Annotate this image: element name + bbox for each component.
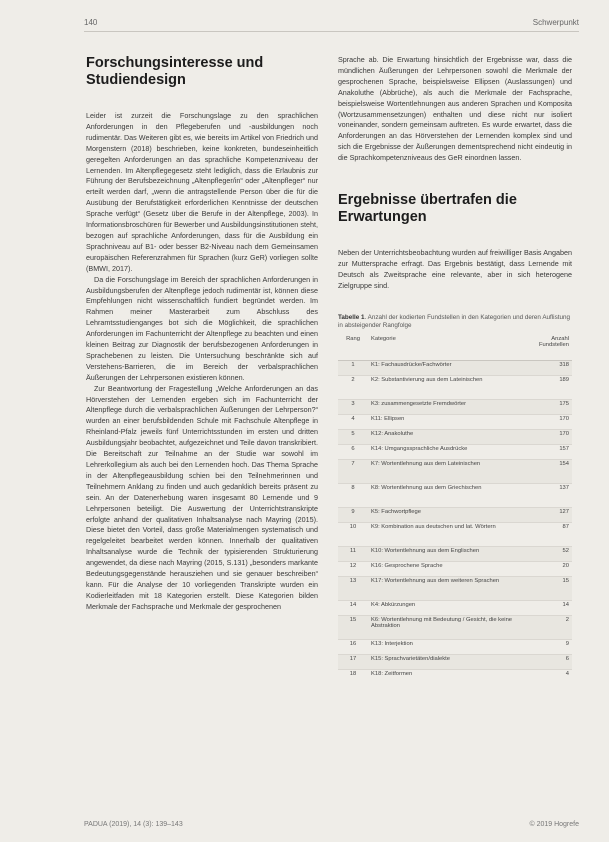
table-cell-count: 170 <box>532 414 572 429</box>
table-cell-category: K16: Gesprochene Sprache <box>368 561 532 576</box>
table-cell-rank: 10 <box>338 522 368 546</box>
paragraph: Sprache ab. Die Erwartung hinsichtlich der Ergebnisse war, dass die mündlichen Äußerungen der Lehrpersonen sowohl die Merkmale der gesprochenen Sprache, beispielsweise Ellipsen (Auslassungen) und Anakoluthe (Abbrüche), als auch die Merkmale der Fachsprache, beispielsweise Wortentlehnungen aus anderen Sprachen und Komposita (Wortzusammensetzungen) enthalten und diese nicht nur isoliert voneinander, sondern gemeinsam auftreten. Es wurde erwartet, dass die Anforderungen an das Hörverstehen der Lernenden komplex sind und sich die Ergebnisse der Äußerungen dementsprechend nicht eindeutig in die Sprachkompetenzniveaus des GeR einordnen lassen. <box>338 55 572 163</box>
table-cell-count: 15 <box>532 576 572 600</box>
table-caption-label: Tabelle 1 <box>338 313 365 321</box>
heading-results: Ergebnisse übertrafen die Erwartungen <box>338 192 517 226</box>
table-cell-count: 318 <box>532 360 572 375</box>
table-cell-rank: 9 <box>338 507 368 522</box>
table-cell-count: 175 <box>532 399 572 414</box>
paragraph: Neben der Unterrichtsbeobachtung wurden auf freiwilliger Basis Angaben zur Muttersprache erfragt. Das Ergebnis bestätigt, dass Lernende mit Deutsch als Zweitsprache eine relevante, aber in sich heterogene Zielgruppe sind. <box>338 248 572 290</box>
table-cell-category: K7: Wortentlehnung aus dem Lateinischen <box>368 459 532 483</box>
table-row <box>338 360 572 375</box>
table-row <box>338 639 572 654</box>
heading-research-interest: Forschungsinteresse und Studiendesign <box>86 55 264 88</box>
table-cell-rank: 16 <box>338 639 368 654</box>
table-row <box>338 654 572 669</box>
table-cell-count: 170 <box>532 429 572 444</box>
table-row <box>338 669 572 684</box>
table-row <box>338 507 572 522</box>
category-table <box>338 334 572 684</box>
table-cell-rank: 13 <box>338 576 368 600</box>
table-cell-count: 137 <box>532 483 572 507</box>
table-cell-rank: 7 <box>338 459 368 483</box>
table-row <box>338 483 572 507</box>
table-cell-category: K17: Wortentlehnung aus dem weiteren Sprachen <box>368 576 532 600</box>
table-header-category: Kategorie <box>368 334 532 361</box>
table-cell-count: 6 <box>532 654 572 669</box>
table-cell-category: K10: Wortentlehnung aus dem Englischen <box>368 546 532 561</box>
footer-citation: PADUA (2019), 14 (3): 139–143 <box>84 821 183 828</box>
table-row <box>338 561 572 576</box>
paragraph: Zur Beantwortung der Fragestellung „Welche Anforderungen an das Hörverstehen der Lernenden ergeben sich im Fachunterricht der Altenpflege durch die verbalsprachlichen Äußerungen der Lehrperson?“ wurden an einer berufsbildenden Schule mit Fachschule Altenpflege in Rheinland-Pfalz jeweils fünf Unterrichtsstunden im ersten und dritten Ausbildungsjahr beobachtet, aufgezeichnet und Teile davon transkribiert. Die Bereitschaft zur Teilnahme an der Studie war sowohl im Lehrerkollegium als auch bei den Lernenden hoch. Das Thema Sprache in der Altenpflegeausbildung schien bei den Teilnehmerinnen und Teilnehmern Anklang zu finden und auch gedanklich bereits präsent zu sein. An der Datenerhebung waren insgesamt 80 Lernende und 9 Lehrpersonen beteiligt. Die Auswertung der Unterrichtstranskripte erfolgte anhand der qualitativen Inhaltsanalyse nach Mayring (2015). Diese bietet den Vorteil, dass große Materialmengen systematisch und regelgeleitet bearbeitet werden können. Innerhalb der qualitativen Inhaltsanalyse wurde die Technik der typisierenden Strukturierung angewendet, da diese nach Mayring (2015, S.131) „besonders markante Bedeutungsgegenstände herausziehen und sie genauer beschreiben“ kann. Für die Analyse der 10 vorliegenden Transkripte wurden ein Kodierleitfaden mit 18 Kategorien erstellt. Diese Kategorien bilden Merkmale der Fachsprache und Merkmale der gesprochenen <box>86 383 318 611</box>
table-cell-category: K2: Substantivierung aus dem Lateinischen <box>368 375 532 399</box>
table-cell-rank: 17 <box>338 654 368 669</box>
table-cell-rank: 15 <box>338 615 368 639</box>
table-row <box>338 546 572 561</box>
right-column <box>338 55 572 684</box>
table-row <box>338 429 572 444</box>
table-cell-rank: 11 <box>338 546 368 561</box>
table-cell-category: K13: Interjektion <box>368 639 532 654</box>
running-header <box>84 18 579 32</box>
table-cell-count: 127 <box>532 507 572 522</box>
table-row <box>338 576 572 600</box>
table-caption <box>338 314 572 331</box>
left-column <box>86 55 318 613</box>
table-cell-count: 87 <box>532 522 572 546</box>
table-cell-category: K9: Kombination aus deutschen und lat. Wörtern <box>368 522 532 546</box>
table-cell-category: K5: Fachwortpflege <box>368 507 532 522</box>
table-cell-category: K1: Fachausdrücke/Fachwörter <box>368 360 532 375</box>
table-row <box>338 414 572 429</box>
table-row <box>338 375 572 399</box>
table-cell-rank: 8 <box>338 483 368 507</box>
table-cell-category: K11: Ellipsen <box>368 414 532 429</box>
table-cell-count: 4 <box>532 669 572 684</box>
table-cell-rank: 5 <box>338 429 368 444</box>
table-cell-rank: 3 <box>338 399 368 414</box>
table-header-row <box>338 334 572 361</box>
table-cell-category: K15: Sprachvarietäten/dialekte <box>368 654 532 669</box>
table-cell-count: 154 <box>532 459 572 483</box>
table-row <box>338 600 572 615</box>
page-number: 140 <box>84 18 98 27</box>
table-cell-rank: 2 <box>338 375 368 399</box>
table-header-rank: Rang <box>338 334 368 361</box>
table-cell-count: 157 <box>532 444 572 459</box>
table-cell-count: 20 <box>532 561 572 576</box>
paragraph: Da die Forschungslage im Bereich der sprachlichen Anforderungen in Ausbildungsberufen der Altenpflege jedoch rudimentär ist, können diese Empfehlungen nicht wissenschaftlich fundiert begründet werden. Im Rahmen meiner Masterarbeit zum Abschluss des Lehramtsstudienganges bot sich die Möglichkeit, die sprachlichen Anforderungen im Fachunterricht der Altenpflege zu beachten und einen kleinen Beitrag zur Diagnostik der berufsbezogenen Anforderungen in Sprachebenen zu leisten. Die Untersuchung beschränkte sich auf Verstehens-Barrieren, die im Bereich der verbalsprachlichen Äußerungen der Lehrpersonen existieren können. <box>86 274 318 382</box>
table-row <box>338 615 572 639</box>
table-cell-count: 14 <box>532 600 572 615</box>
table-cell-rank: 12 <box>338 561 368 576</box>
paragraph: Leider ist zurzeit die Forschungslage zu den sprachlichen Anforderungen in den Pflegeberufen und -ausbildungen noch rudimentär. Das Weiteren gibt es, wie bereits im Artikel von Friedrich und Morgenstern (2018) beschrieben, keine konkreten, bundeseinheitlich geregelten Anforderungen an das sprachliche Kompetenzniveau der Lernenden. Im Altenpflegegesetz steht lediglich, dass die Erlaubnis zur Führung der Berufsbezeichnung „Altenpfleger/in“ oder „Altenpfleger“ nur erteilt werden darf, „wenn die antragstellende Person über die für die Ausübung der Berufstätigkeit erforderlichen Kenntnisse der deutschen Sprache verfügt“ (Gesetz über die Berufe in der Altenpflege, 2003). In Informationsbroschüren für Bewerber und Ausbildungsinstitutionen steht, bezogen auf sprachliche Anforderungen, dass für die Ausbildung ein Sprachniveau auf B1- oder besser B2-Niveau nach dem Gemeinsamen europäischen Referenzrahmen für Sprachen (kurz GeR) vorliegen sollte (BMWI, 2017). <box>86 111 318 273</box>
running-footer <box>84 821 579 828</box>
table-cell-category: K8: Wortentlehnung aus dem Griechischen <box>368 483 532 507</box>
section-label: Schwerpunkt <box>532 18 579 27</box>
table-cell-count: 2 <box>532 615 572 639</box>
table-cell-count: 52 <box>532 546 572 561</box>
table-cell-count: 189 <box>532 375 572 399</box>
table-row <box>338 399 572 414</box>
table-cell-rank: 18 <box>338 669 368 684</box>
table-cell-category: K14: Umgangssprachliche Ausdrücke <box>368 444 532 459</box>
table-cell-category: K12: Anakoluthe <box>368 429 532 444</box>
table-cell-category: K18: Zeitformen <box>368 669 532 684</box>
footer-copyright: © 2019 Hogrefe <box>529 821 579 828</box>
table-cell-category: K3: zusammengesetzte Fremdwörter <box>368 399 532 414</box>
table-caption-separator: . <box>364 313 368 321</box>
table-row <box>338 444 572 459</box>
table-body <box>338 360 572 684</box>
table-cell-category: K6: Wortentlehnung mit Bedeutung / Gesicht, die keine Abstraktion <box>368 615 532 639</box>
table-cell-rank: 1 <box>338 360 368 375</box>
table-cell-category: K4: Abkürzungen <box>368 600 532 615</box>
table-cell-count: 9 <box>532 639 572 654</box>
table-header-count: Anzahl Fundstellen <box>532 334 572 361</box>
table-cell-rank: 4 <box>338 414 368 429</box>
table-cell-rank: 6 <box>338 444 368 459</box>
table-cell-rank: 14 <box>338 600 368 615</box>
table-row <box>338 459 572 483</box>
table-row <box>338 522 572 546</box>
table-caption-text: Anzahl der kodierten Fundstellen in den Kategorien und deren Auflistung in absteigender Rangfolge <box>338 313 570 330</box>
